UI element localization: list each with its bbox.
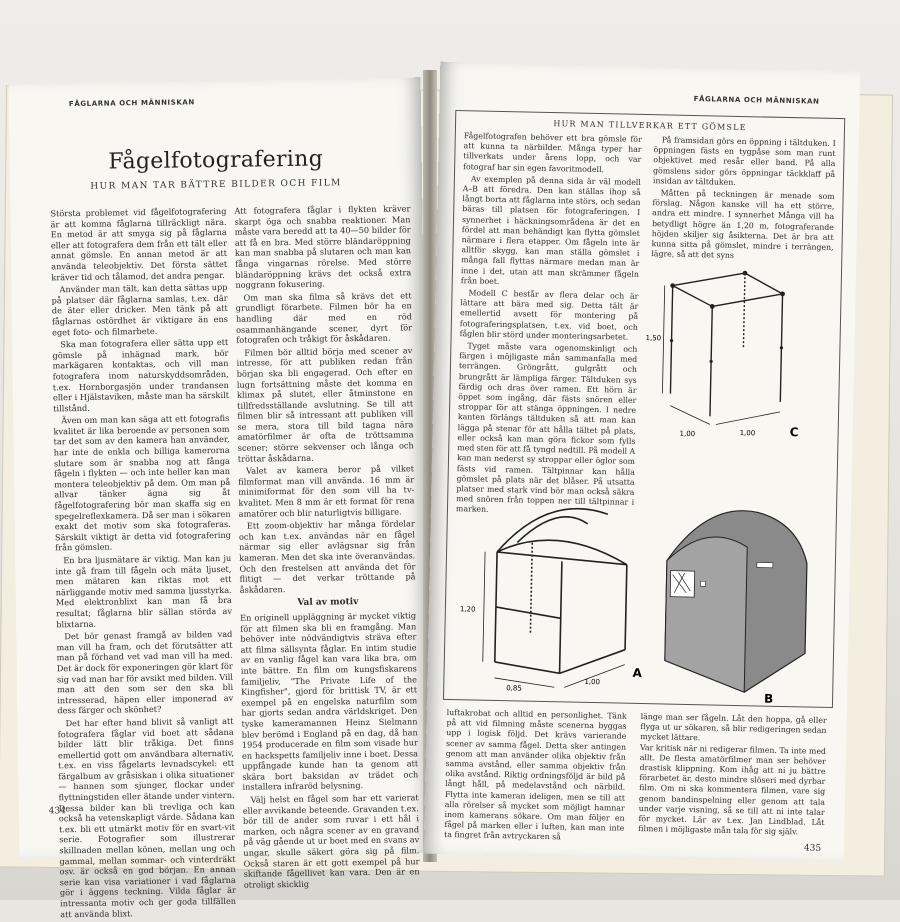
illustration-heading: HUR MAN TILLVERKAR ETT GÖMSLE [553, 119, 747, 133]
article-paragraph: Ett zoom-objektiv har många fördelar och kan t.ex. användas när en fågel närmar sig eller avlägsnar sig från kameran. Men det ska inte överanvändas. Och den frestelsen att använda det för flitigt — det verkar tröttande på åskådaren. [238, 518, 416, 595]
page-title: Fågelfotografering [108, 146, 324, 175]
model-label-a: A [632, 665, 643, 681]
page-number-right: 435 [803, 843, 822, 854]
left-column-2 [234, 203, 420, 892]
box-column-1 [455, 131, 642, 515]
box-column-2 [651, 135, 836, 263]
article-paragraph: Valet av kamera beror på vilket filmformat man vill använda. 16 mm är minimiformat för den som vill ha tv-kvalitet. Men 8 mm är ett format för rena amatörer och blir naturligtvis billigare. [238, 463, 415, 519]
hide-model-c-drawing [639, 265, 823, 459]
running-head-left: FÅGLARNA OCH MÄNNISKAN [68, 98, 195, 109]
model-label-c: C [789, 425, 799, 440]
left-column-1 [50, 206, 236, 922]
bottom-column-1: luftakrobat och alltid en personlighet. Tänk på att vid filmning måste scenerna byggas upp i logisk följd. Det krävs varierande scener av samma fågel. Detta sker antingen genom att man använder olika objektiv från samma avstånd, eller samma objektiv från olika avstånd. Riktig ordningsföljd är bild på långt håll, på medelavstånd och närbild. Flytta inte kameran ideligen, men se till att alla rörelser så mycket som möjligt hamnar inom kamerans sökare. Om man följer en fågel på marken eller i luften, kan man inte ta fingret från avtryckaren så [444, 707, 627, 842]
box-paragraph: Tyget måste vara ogenomskinligt och färgen i möjligaste mån sammanfalla med terrängen. Gröngrått, gulgrått och brungrått är lämpliga färger. Tältduken sys färdig och dras över ramen. Ett hörn är öppet som ingång, där fästs snören eller stroppar för att stänga öppningen. I nedre kanten förlängs tältduken så att man kan lägga på stenar för att hålla tältet på plats, eller också kan man göra fickor som fylls med sten för att få tyngd nedtill. På modell A kan man nederst sy stroppar eller öglor som fästs vid ramen. Tältpinnar kan hålla gömslet på plats när det blåser. På utsatta platser med stark vind bör man också säkra med snören från toppen ner till tältpinnar i marken. [455, 341, 638, 515]
box-paragraph: Måtten på teckningen är menade som förslag. Någon kanske vill ha ett större, andra ett mindre. I synnerhet Många vill ha betydligt högre än 1,20 m, fotograferande höjden skiljer sig åsikterna. Det är bra att kunna sitta på gömslet, mindre i terrängen, lägre, så att det syns [651, 188, 835, 261]
section-heading: Val av motiv [297, 597, 359, 609]
dimension-label: 1,50 [645, 334, 662, 343]
dimension-label: 1,00 [584, 677, 601, 687]
model-label-b: B [763, 691, 774, 706]
box-paragraph: Fågelfotografen behöver ett bra gömsle för att kunna ta närbilder. Många typer har tillverkats under årens lopp, och var fotograf har sin egen favoritmodell. [463, 131, 642, 174]
article-paragraph: En bra ljusmätare är viktig. Man kan ju inte gå fram till fågeln och mäta ljuset, men mätaren kan riktas mot ett närliggande motiv med samma ljusstyrka. Med elektronblixt kan man få bra resultat; fåglarna blir sällan störda av blixtarna. [55, 552, 233, 629]
box-paragraph: På framsidan görs en öppning i tältduken. I öppningen fästs en tygpåse som man runt objektivet med resår eller band. På alla gömslens sidor görs öppningar täckklaff på insidan av tältduken. [652, 135, 836, 187]
illustration-box [443, 110, 845, 708]
page-subtitle: HUR MAN TAR BÄTTRE BILDER OCH FILM [90, 178, 342, 192]
hide-model-b-drawing [644, 500, 828, 704]
left-page [9, 77, 432, 919]
dimension-label: 1,00 [679, 429, 696, 439]
article-paragraph: Det bör genast framgå av bilden vad man vill ha fram, och det förutsätter att man på förhand vet vad man vill ha med. Det är dock för exponeringen gör klart för sig vad man har för avsikt med bilden. Vill man att den som ser den ska bli intresserad, häpen eller imponerad av dess färger och skönhet? [56, 629, 234, 716]
article-paragraph: Det har efter hand blivit så vanligt att fotografera fåglar vid boet att sådana bilder lätt blir tråkiga. Det finns emellertid gott om användbara alternativ, t.ex. en viss fågelarts levnadscykel: ett färgalbum av gråsiskan i olika situationer — hannen som sjunger, flockar under flyttningstiden eller ätande under vintern. Dessa bilder kan bli trevliga och kan också ha vetenskapligt värde. Sådana kan t.ex. bli ett utmärkt motiv för en svart-vit serie. Fotografier som illustrerar skillnaden mellan könen, mellan ung och gammal, mellan sommar- och vinterdräkt osv. är också en god början. En annan serie kan visa variationer i vad fåglarna gör i äggens teckning. Vilda fåglar är intressanta motiv och ger goda tillfällen att använda blixt. [57, 715, 237, 919]
box-paragraph: Av exemplen på denna sida är väl modell A–B att föredra. Den kan ställas ihop så långt borta att fåglarna inte störs, och sedan bäras till platsen för fotograferingen. I synnerhet i häckningsområdena är det en fördel att man behändigt kan flytta gömslet närmare i flera etapper. Om fågeln inte är alltför skygg, kan man ställa gömslet i många fall flyttas närmare medan man är inne i det, utan att man skrämmer fågeln från boet. [460, 174, 641, 286]
hide-model-a-drawing [454, 481, 658, 695]
right-page [424, 62, 860, 863]
article-paragraph: Att fotografera fåglar i flykten kräver skarpt öga och snabba reaktioner. Man måste vara beredd att ta 40—50 bilder för att få en bra. Med större bländaröppning kan man snabba på slutaren och man kan fånga vingarnas rörelse. Med större bländaröppning krävs det också extra noggrann fokusering. [234, 203, 412, 290]
bottom-column-2: länge man ser fågeln. Låt den hoppa, gå eller flyga ut ur sökaren, så blir redigeringen sedan mycket lättare. Var kritisk när ni redigerar filmen. Ta inte med allt. De flesta amatörfilmer man ser behöver drastisk klippning. Kom ihåg att ni ju bättre förarbetet är, desto mindre slöseri med dyrbar film. Om ni ska kommentera filmen, vare sig genom bandinspelning eller genom att tala under varje visning, så se till att ni inte talar för mycket. Lär av t.ex. Jan Lindblad. Låt filmen i möjligaste mån tala för sig själv. [638, 712, 827, 837]
article-paragraph: Välj helst en fågel som har ett varierat eller avvikande beteende. Gravanden t.ex. bör till de ander som ruvar i ett hål i marken, och några scener av en gravand på väg gående ut ur boet med en svans av ungar, skulle säkert göra sig på film. Också staren är ett gott exempel på hur skiftande fågellivet kan vara. Den är en otroligt skicklig [242, 792, 420, 890]
running-head-right: FÅGLARNA OCH MÄNNISKAN [693, 95, 820, 106]
article-paragraph: Filmen bör alltid börja med scener av intresse, för att publiken redan från början ska bli engagerad. Och efter en lugn fortsättning måste det komma en klimax på slutet, eller åtminstone en tillfredsställande avslutning. Se till att filmen blir så intressant att publiken vill se mera, stora till bild tagna nära amatörfilmer är ofta de tröttsamma scener; större sekvenser och långa och tröttar åskådarna. [236, 345, 414, 464]
article-paragraph: Även om man kan säga att ett fotografis kvalitet är lika beroende av personen som tar det som av den kamera han använder, har inte de enkla och billiga kamerorna slutare som är snabba nog att fånga fågeln i flykten — och inte heller kan man montera teleobjektiv på dem. Om man på allvar tänker ägna sig åt fågelfotografering bör man skaffa sig en spegelreflexkamera. Då ser man i sökaren exakt det motiv som ska fotograferas. Särskilt viktigt är detta vid fotografering från gömslen. [53, 413, 232, 553]
article-paragraph: En originell uppläggning är mycket viktig för att filmen ska bli en framgång. Man behöver inte nödvändigtvis sträva efter att filma sällsynta fåglar. En intim studie av en vanlig fågel kan vara lika bra, om inte bättre. En film om kungsfiskarens familjeliv, "The Private Life of the Kingfisher", gjord för brittisk TV, är ett exempel på en engelska naturfilm som har gjorts sedan andra världskriget. Den tyske kameramannen Heinz Sielmann blev berömd i England på en dag, då han 1954 producerade en film som visade hur en hackspetts familjeliv inne i boet. Dessa uppfångade kunde han ta genom att skära bort baksidan av trädet och installera infraröd belysning. [240, 610, 419, 793]
article-paragraph: Om man ska filma så krävs det ett grundligt förarbete. Filmen bör ha en handling där med en röd osammanhängande scener, dyrt för fotografen och tråkigt för åskådaren. [235, 290, 413, 345]
article-paragraph: Största problemet vid fågelfotografering är att komma fåglarna tillräckligt nära. En metod är att smyga sig på fåglarna eller att fotografera dem från ett tält eller annat gömsle. En annan metod är att använda teleobjektiv. Det första sättet kräver tid och tålamod, det andra pengar. [50, 205, 228, 282]
box-paragraph: Modell C består av flera delar och är lättare att bära med sig. Detta tält är emellertid avsett för montering på fotograferingsplatsen, t.ex. vid boet, och fåglen blir störd under monteringsarbetet. [459, 288, 639, 342]
dimension-label: 1,20 [459, 605, 476, 614]
article-paragraph: Ska man fotografera eller sätta upp ett gömsle på inhägnad mark, bör markägaren kontaktas, och vill man fotografera inom naturskyddsområden, t.ex. Hornborgasjön under trandansen eller i Hjälstaviken, måste man ha särskilt tillstånd. [52, 336, 230, 414]
dimension-label: 1,00 [739, 429, 756, 438]
article-paragraph: Använder man tält, kan detta sättas upp på platser där fåglarna samlas, t.ex. där de äter eller dricker. Men tänk på att fåglarnas ostördhet är viktigare än ens eget foto- och filmarbete. [51, 282, 228, 337]
dimension-label: 0,85 [506, 684, 522, 693]
page-number-left: 434 [48, 806, 67, 817]
